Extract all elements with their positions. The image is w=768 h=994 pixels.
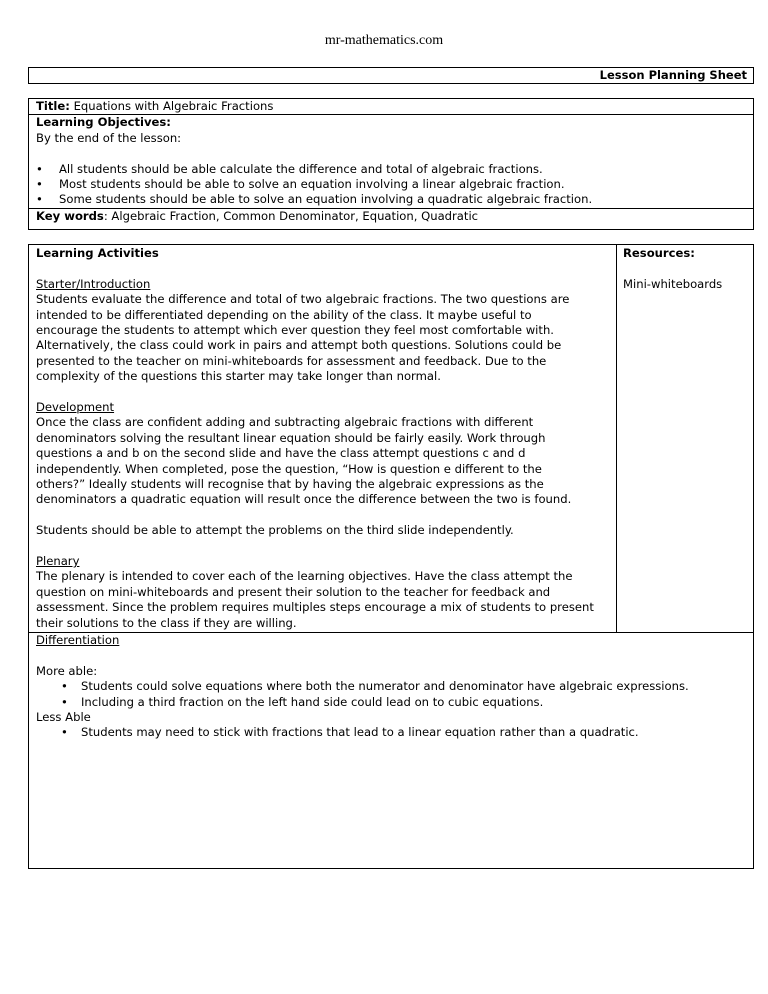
- learning-activities-cell: [29, 245, 617, 632]
- text-line: Alternatively, the class could work in pairs and attempt both questions. Solutions could be: [36, 338, 562, 353]
- text-line: denominators a quadratic equation will result once the difference between the two is found.: [36, 492, 572, 507]
- sheet-header: [28, 67, 754, 84]
- objectives-row: [29, 115, 753, 208]
- development-heading: Development: [36, 400, 115, 415]
- development-extra: Students should be able to attempt the problems on the third slide independently.: [36, 523, 514, 538]
- text-line: denominators solving the resultant linear equation should be fairly easily. Work through: [36, 430, 546, 445]
- sheet-title: Lesson Planning Sheet: [599, 68, 747, 82]
- differentiation-heading: Differentiation: [36, 633, 120, 647]
- title-row: [29, 99, 753, 115]
- text-line: The plenary is intended to cover each of the learning objectives. Have the class attempt the: [36, 569, 573, 584]
- activities-table: [28, 244, 754, 869]
- objective-item: • All students should be able calculate the difference and total of algebraic fractions.: [36, 162, 746, 177]
- starter-heading: Starter/Introduction: [36, 276, 151, 291]
- text-line: assessment. Since the problem requires multiples steps encourage a mix of students to present: [36, 600, 594, 615]
- list-item: • Including a third fraction on the left hand side could lead on to cubic equations.: [36, 695, 746, 710]
- starter-text: [36, 292, 609, 384]
- lesson-title: Equations with Algebraic Fractions: [73, 99, 274, 113]
- plenary-text: [36, 569, 609, 631]
- text-line: intended to be differentiated depending on the ability of the class. It maybe useful to: [36, 307, 532, 322]
- resources-cell: [617, 245, 753, 632]
- text-line: Students evaluate the difference and total of two algebraic fractions. The two questions are: [36, 292, 570, 307]
- lesson-info-table: [28, 98, 754, 230]
- development-text: [36, 415, 609, 507]
- text-line: encourage the students to attempt which ever question they feel most comfortable with.: [36, 323, 554, 338]
- differentiation-cell: [29, 633, 753, 741]
- list-item: • Students may need to stick with fractions that lead to a linear equation rather than a quadratic.: [36, 725, 746, 740]
- plenary-heading: Plenary: [36, 554, 80, 569]
- keywords-row: [29, 209, 753, 224]
- text-line: presented to the teacher on mini-whiteboards for assessment and feedback. Due to the: [36, 353, 547, 368]
- list-item: • Students could solve equations where both the numerator and denominator have algebraic expressions.: [36, 679, 746, 694]
- objective-item: • Some students should be able to solve an equation involving a quadratic algebraic fraction.: [36, 192, 746, 207]
- keywords-label: Key words: [36, 208, 104, 223]
- objective-item: • Most students should be able to solve an equation involving a linear algebraic fraction.: [36, 177, 746, 192]
- objectives-list: [36, 162, 746, 208]
- activities-heading: Learning Activities: [36, 246, 159, 260]
- keywords-value: : Algebraic Fraction, Common Denominator, Equation, Quadratic: [103, 208, 479, 223]
- text-line: independently. When completed, pose the question, “How is question e different to the: [36, 461, 542, 476]
- site-url: mr-mathematics.com: [324, 33, 444, 48]
- text-line: questions a and b on the second slide and have the class attempt questions c and d: [36, 446, 526, 461]
- more-able-label: More able:: [36, 663, 98, 678]
- objectives-intro: By the end of the lesson:: [36, 130, 182, 145]
- text-line: others?” Ideally students will recognise that by having the algebraic expressions as the: [36, 477, 544, 492]
- less-able-list: [36, 725, 746, 740]
- text-line: complexity of the questions this starter may take longer than normal.: [36, 369, 441, 384]
- resource-item: Mini-whiteboards: [623, 276, 723, 291]
- more-able-list: [36, 679, 746, 710]
- resources-heading: Resources:: [623, 246, 695, 260]
- less-able-label: Less Able: [36, 710, 91, 725]
- objectives-heading: Learning Objectives:: [36, 115, 171, 130]
- text-line: Once the class are confident adding and subtracting algebraic fractions with different: [36, 415, 534, 430]
- text-line: their solutions to the class if they are willing.: [36, 615, 297, 630]
- text-line: question on mini-whiteboards and present their solution to the teacher for feedback and: [36, 584, 551, 599]
- title-label: Title:: [36, 99, 70, 113]
